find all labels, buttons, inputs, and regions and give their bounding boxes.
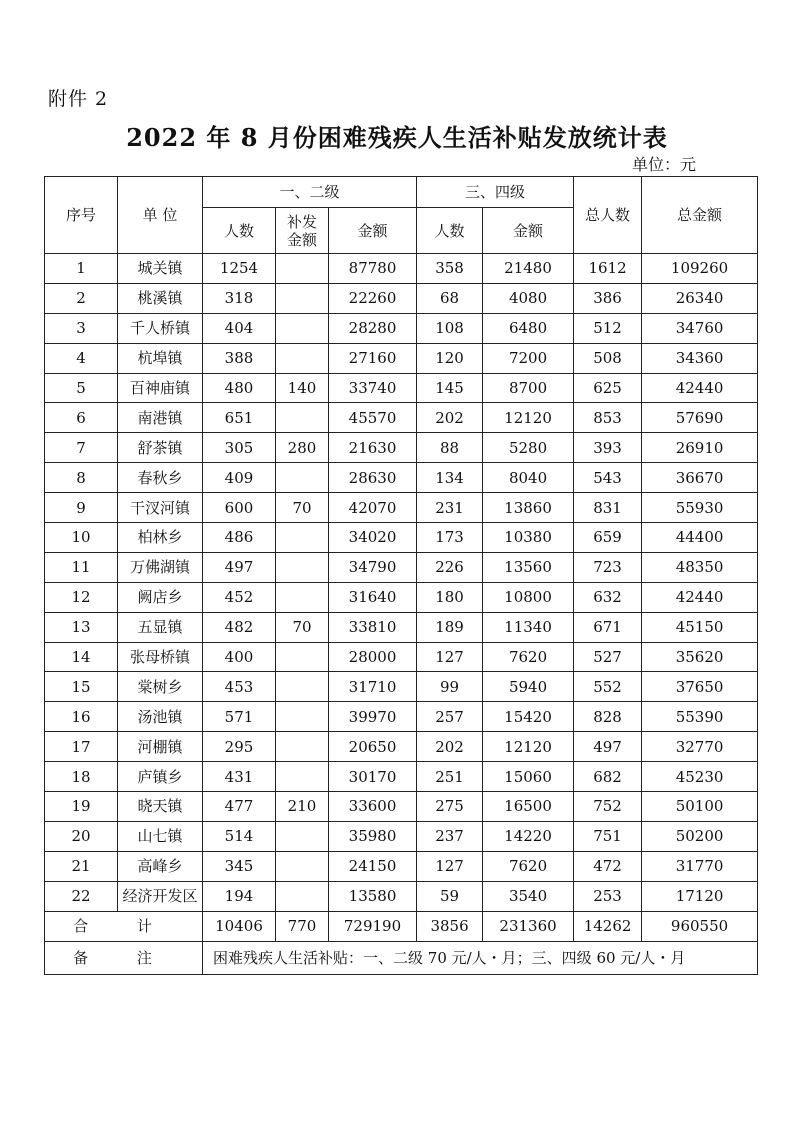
total-people: 14262 bbox=[574, 911, 642, 941]
cell-amount-12: 42070 bbox=[329, 493, 417, 523]
cell-seq: 21 bbox=[45, 851, 118, 881]
cell-supplement bbox=[276, 283, 329, 313]
table-row bbox=[45, 493, 758, 523]
header-amount-12: 金额 bbox=[329, 208, 417, 254]
cell-supplement bbox=[276, 732, 329, 762]
cell-total-amount: 50100 bbox=[642, 792, 758, 822]
cell-amount-34: 7620 bbox=[483, 851, 574, 881]
cell-supplement: 70 bbox=[276, 612, 329, 642]
remark-text: 困难残疾人生活补贴：一、二级 70 元/人・月；三、四级 60 元/人・月 bbox=[203, 941, 758, 974]
header-amount-34: 金额 bbox=[483, 208, 574, 254]
table-row bbox=[45, 433, 758, 463]
unit-label: 单位：元 bbox=[631, 155, 696, 174]
cell-unit-name: 山七镇 bbox=[118, 821, 203, 851]
cell-total-amount: 35620 bbox=[642, 642, 758, 672]
cell-supplement bbox=[276, 313, 329, 343]
cell-seq: 16 bbox=[45, 702, 118, 732]
cell-people-12: 600 bbox=[203, 493, 276, 523]
cell-total-amount: 34360 bbox=[642, 343, 758, 373]
cell-unit-name: 庐镇乡 bbox=[118, 762, 203, 792]
cell-unit-name: 汤池镇 bbox=[118, 702, 203, 732]
cell-total-amount: 109260 bbox=[642, 254, 758, 284]
cell-amount-34: 15060 bbox=[483, 762, 574, 792]
cell-seq: 15 bbox=[45, 672, 118, 702]
cell-total-people: 828 bbox=[574, 702, 642, 732]
cell-amount-12: 21630 bbox=[329, 433, 417, 463]
cell-amount-12: 39970 bbox=[329, 702, 417, 732]
header-total-people: 总人数 bbox=[574, 177, 642, 254]
cell-amount-34: 15420 bbox=[483, 702, 574, 732]
cell-unit-name: 晓天镇 bbox=[118, 792, 203, 822]
cell-people-12: 409 bbox=[203, 463, 276, 493]
cell-seq: 18 bbox=[45, 762, 118, 792]
cell-amount-34: 7200 bbox=[483, 343, 574, 373]
cell-amount-12: 34020 bbox=[329, 523, 417, 553]
cell-people-12: 482 bbox=[203, 612, 276, 642]
cell-amount-12: 28000 bbox=[329, 642, 417, 672]
table-row bbox=[45, 792, 758, 822]
remark-label: 备 注 bbox=[45, 941, 203, 974]
cell-people-12: 1254 bbox=[203, 254, 276, 284]
cell-seq: 3 bbox=[45, 313, 118, 343]
table-row bbox=[45, 582, 758, 612]
cell-supplement bbox=[276, 463, 329, 493]
cell-seq: 8 bbox=[45, 463, 118, 493]
total-supplement: 770 bbox=[276, 911, 329, 941]
table-row bbox=[45, 463, 758, 493]
cell-people-34: 99 bbox=[417, 672, 483, 702]
cell-total-people: 682 bbox=[574, 762, 642, 792]
cell-people-34: 108 bbox=[417, 313, 483, 343]
cell-unit-name: 百神庙镇 bbox=[118, 373, 203, 403]
document-title: 2022 年 8 月份困难残疾人生活补贴发放统计表 bbox=[126, 123, 668, 152]
cell-total-amount: 36670 bbox=[642, 463, 758, 493]
cell-amount-34: 4080 bbox=[483, 283, 574, 313]
cell-people-34: 134 bbox=[417, 463, 483, 493]
cell-amount-34: 8700 bbox=[483, 373, 574, 403]
cell-unit-name: 舒茶镇 bbox=[118, 433, 203, 463]
cell-people-12: 318 bbox=[203, 283, 276, 313]
cell-people-34: 88 bbox=[417, 433, 483, 463]
cell-supplement bbox=[276, 672, 329, 702]
cell-people-34: 127 bbox=[417, 642, 483, 672]
cell-seq: 6 bbox=[45, 403, 118, 433]
table-row bbox=[45, 881, 758, 911]
cell-supplement: 210 bbox=[276, 792, 329, 822]
cell-seq: 1 bbox=[45, 254, 118, 284]
cell-total-amount: 45230 bbox=[642, 762, 758, 792]
cell-supplement bbox=[276, 851, 329, 881]
cell-total-amount: 48350 bbox=[642, 552, 758, 582]
cell-seq: 17 bbox=[45, 732, 118, 762]
cell-people-12: 571 bbox=[203, 702, 276, 732]
cell-unit-name: 高峰乡 bbox=[118, 851, 203, 881]
table-row bbox=[45, 523, 758, 553]
table-row bbox=[45, 732, 758, 762]
cell-people-12: 194 bbox=[203, 881, 276, 911]
cell-seq: 11 bbox=[45, 552, 118, 582]
cell-people-34: 127 bbox=[417, 851, 483, 881]
cell-total-amount: 57690 bbox=[642, 403, 758, 433]
cell-people-34: 257 bbox=[417, 702, 483, 732]
cell-people-12: 400 bbox=[203, 642, 276, 672]
cell-people-34: 59 bbox=[417, 881, 483, 911]
cell-amount-12: 22260 bbox=[329, 283, 417, 313]
cell-people-34: 275 bbox=[417, 792, 483, 822]
cell-people-34: 173 bbox=[417, 523, 483, 553]
header-grade34: 三、四级 bbox=[417, 177, 574, 208]
cell-people-34: 202 bbox=[417, 403, 483, 433]
cell-people-12: 480 bbox=[203, 373, 276, 403]
cell-total-amount: 26340 bbox=[642, 283, 758, 313]
cell-people-34: 237 bbox=[417, 821, 483, 851]
cell-unit-name: 干汊河镇 bbox=[118, 493, 203, 523]
remark-row bbox=[45, 941, 758, 974]
cell-amount-12: 20650 bbox=[329, 732, 417, 762]
cell-supplement bbox=[276, 702, 329, 732]
cell-seq: 14 bbox=[45, 642, 118, 672]
header-grade12: 一、二级 bbox=[203, 177, 417, 208]
cell-amount-34: 21480 bbox=[483, 254, 574, 284]
cell-total-amount: 31770 bbox=[642, 851, 758, 881]
cell-seq: 20 bbox=[45, 821, 118, 851]
cell-supplement bbox=[276, 821, 329, 851]
cell-total-people: 512 bbox=[574, 313, 642, 343]
cell-people-34: 231 bbox=[417, 493, 483, 523]
cell-unit-name: 城关镇 bbox=[118, 254, 203, 284]
table-row bbox=[45, 821, 758, 851]
cell-unit-name: 桃溪镇 bbox=[118, 283, 203, 313]
table-row bbox=[45, 702, 758, 732]
cell-people-34: 202 bbox=[417, 732, 483, 762]
table-row bbox=[45, 642, 758, 672]
cell-amount-34: 12120 bbox=[483, 403, 574, 433]
cell-total-amount: 45150 bbox=[642, 612, 758, 642]
cell-people-34: 180 bbox=[417, 582, 483, 612]
cell-people-12: 295 bbox=[203, 732, 276, 762]
cell-people-34: 226 bbox=[417, 552, 483, 582]
cell-total-amount: 55930 bbox=[642, 493, 758, 523]
cell-unit-name: 棠树乡 bbox=[118, 672, 203, 702]
cell-unit-name: 五显镇 bbox=[118, 612, 203, 642]
cell-supplement bbox=[276, 642, 329, 672]
table-row bbox=[45, 612, 758, 642]
cell-unit-name: 张母桥镇 bbox=[118, 642, 203, 672]
cell-seq: 5 bbox=[45, 373, 118, 403]
cell-unit-name: 杭埠镇 bbox=[118, 343, 203, 373]
cell-amount-12: 13580 bbox=[329, 881, 417, 911]
table-row bbox=[45, 851, 758, 881]
cell-people-12: 345 bbox=[203, 851, 276, 881]
cell-people-12: 404 bbox=[203, 313, 276, 343]
total-row bbox=[45, 911, 758, 941]
total-label: 合 计 bbox=[45, 911, 203, 941]
cell-supplement: 140 bbox=[276, 373, 329, 403]
cell-amount-34: 8040 bbox=[483, 463, 574, 493]
cell-amount-34: 6480 bbox=[483, 313, 574, 343]
cell-total-amount: 42440 bbox=[642, 582, 758, 612]
cell-people-34: 358 bbox=[417, 254, 483, 284]
cell-total-people: 751 bbox=[574, 821, 642, 851]
cell-amount-12: 30170 bbox=[329, 762, 417, 792]
subsidy-table bbox=[44, 176, 758, 975]
cell-amount-34: 14220 bbox=[483, 821, 574, 851]
cell-total-people: 508 bbox=[574, 343, 642, 373]
header-people-12: 人数 bbox=[203, 208, 276, 254]
cell-supplement bbox=[276, 881, 329, 911]
cell-people-12: 453 bbox=[203, 672, 276, 702]
table-row bbox=[45, 254, 758, 284]
cell-supplement bbox=[276, 523, 329, 553]
cell-supplement bbox=[276, 343, 329, 373]
cell-total-people: 723 bbox=[574, 552, 642, 582]
cell-amount-34: 13560 bbox=[483, 552, 574, 582]
cell-total-people: 386 bbox=[574, 283, 642, 313]
cell-people-12: 497 bbox=[203, 552, 276, 582]
cell-amount-12: 33810 bbox=[329, 612, 417, 642]
cell-amount-12: 35980 bbox=[329, 821, 417, 851]
cell-amount-12: 33740 bbox=[329, 373, 417, 403]
cell-seq: 4 bbox=[45, 343, 118, 373]
table-row bbox=[45, 762, 758, 792]
cell-total-people: 543 bbox=[574, 463, 642, 493]
cell-supplement bbox=[276, 582, 329, 612]
cell-total-people: 1612 bbox=[574, 254, 642, 284]
cell-total-people: 752 bbox=[574, 792, 642, 822]
cell-people-34: 251 bbox=[417, 762, 483, 792]
cell-people-34: 68 bbox=[417, 283, 483, 313]
cell-seq: 7 bbox=[45, 433, 118, 463]
cell-total-people: 253 bbox=[574, 881, 642, 911]
cell-people-12: 305 bbox=[203, 433, 276, 463]
cell-total-people: 472 bbox=[574, 851, 642, 881]
cell-total-amount: 42440 bbox=[642, 373, 758, 403]
cell-supplement bbox=[276, 403, 329, 433]
cell-seq: 13 bbox=[45, 612, 118, 642]
cell-total-people: 625 bbox=[574, 373, 642, 403]
cell-total-amount: 26910 bbox=[642, 433, 758, 463]
cell-amount-12: 31640 bbox=[329, 582, 417, 612]
cell-unit-name: 万佛湖镇 bbox=[118, 552, 203, 582]
total-amount-12: 729190 bbox=[329, 911, 417, 941]
header-supplement: 补发金额 bbox=[276, 208, 329, 254]
cell-total-people: 671 bbox=[574, 612, 642, 642]
cell-amount-34: 13860 bbox=[483, 493, 574, 523]
cell-supplement bbox=[276, 762, 329, 792]
cell-people-34: 145 bbox=[417, 373, 483, 403]
cell-total-amount: 32770 bbox=[642, 732, 758, 762]
cell-amount-12: 31710 bbox=[329, 672, 417, 702]
total-people-34: 3856 bbox=[417, 911, 483, 941]
header-seq: 序号 bbox=[45, 177, 118, 254]
total-people-12: 10406 bbox=[203, 911, 276, 941]
cell-seq: 2 bbox=[45, 283, 118, 313]
cell-total-amount: 37650 bbox=[642, 672, 758, 702]
cell-people-34: 189 bbox=[417, 612, 483, 642]
cell-total-people: 393 bbox=[574, 433, 642, 463]
cell-supplement bbox=[276, 254, 329, 284]
cell-people-12: 486 bbox=[203, 523, 276, 553]
cell-people-34: 120 bbox=[417, 343, 483, 373]
cell-amount-12: 45570 bbox=[329, 403, 417, 433]
cell-supplement: 70 bbox=[276, 493, 329, 523]
cell-total-people: 853 bbox=[574, 403, 642, 433]
cell-people-12: 651 bbox=[203, 403, 276, 433]
cell-amount-12: 28280 bbox=[329, 313, 417, 343]
cell-amount-34: 5280 bbox=[483, 433, 574, 463]
cell-total-amount: 55390 bbox=[642, 702, 758, 732]
cell-people-12: 477 bbox=[203, 792, 276, 822]
cell-amount-12: 34790 bbox=[329, 552, 417, 582]
cell-amount-12: 24150 bbox=[329, 851, 417, 881]
attachment-label: 附件 2 bbox=[48, 88, 109, 110]
cell-seq: 9 bbox=[45, 493, 118, 523]
cell-amount-34: 7620 bbox=[483, 642, 574, 672]
cell-seq: 10 bbox=[45, 523, 118, 553]
cell-total-amount: 34760 bbox=[642, 313, 758, 343]
cell-people-12: 452 bbox=[203, 582, 276, 612]
cell-total-people: 659 bbox=[574, 523, 642, 553]
cell-amount-34: 16500 bbox=[483, 792, 574, 822]
cell-total-people: 632 bbox=[574, 582, 642, 612]
cell-amount-12: 27160 bbox=[329, 343, 417, 373]
cell-unit-name: 经济开发区 bbox=[118, 881, 203, 911]
cell-people-12: 388 bbox=[203, 343, 276, 373]
total-amount-34: 231360 bbox=[483, 911, 574, 941]
cell-total-people: 497 bbox=[574, 732, 642, 762]
table-row bbox=[45, 672, 758, 702]
cell-total-amount: 44400 bbox=[642, 523, 758, 553]
cell-supplement bbox=[276, 552, 329, 582]
cell-total-people: 552 bbox=[574, 672, 642, 702]
total-amount: 960550 bbox=[642, 911, 758, 941]
cell-amount-34: 5940 bbox=[483, 672, 574, 702]
cell-unit-name: 千人桥镇 bbox=[118, 313, 203, 343]
cell-amount-34: 3540 bbox=[483, 881, 574, 911]
cell-unit-name: 柏林乡 bbox=[118, 523, 203, 553]
table-row bbox=[45, 373, 758, 403]
cell-total-people: 831 bbox=[574, 493, 642, 523]
cell-amount-34: 10800 bbox=[483, 582, 574, 612]
table-row bbox=[45, 313, 758, 343]
cell-supplement: 280 bbox=[276, 433, 329, 463]
cell-amount-34: 11340 bbox=[483, 612, 574, 642]
table-row bbox=[45, 552, 758, 582]
cell-total-amount: 17120 bbox=[642, 881, 758, 911]
cell-amount-34: 12120 bbox=[483, 732, 574, 762]
table-row bbox=[45, 403, 758, 433]
cell-unit-name: 阙店乡 bbox=[118, 582, 203, 612]
cell-seq: 19 bbox=[45, 792, 118, 822]
cell-people-12: 431 bbox=[203, 762, 276, 792]
cell-total-amount: 50200 bbox=[642, 821, 758, 851]
cell-unit-name: 南港镇 bbox=[118, 403, 203, 433]
cell-seq: 12 bbox=[45, 582, 118, 612]
header-unit: 单 位 bbox=[118, 177, 203, 254]
cell-total-people: 527 bbox=[574, 642, 642, 672]
cell-unit-name: 春秋乡 bbox=[118, 463, 203, 493]
cell-amount-12: 28630 bbox=[329, 463, 417, 493]
cell-people-12: 514 bbox=[203, 821, 276, 851]
table-row bbox=[45, 283, 758, 313]
cell-amount-12: 33600 bbox=[329, 792, 417, 822]
header-total-amount: 总金额 bbox=[642, 177, 758, 254]
cell-unit-name: 河棚镇 bbox=[118, 732, 203, 762]
table-row bbox=[45, 343, 758, 373]
cell-seq: 22 bbox=[45, 881, 118, 911]
cell-amount-34: 10380 bbox=[483, 523, 574, 553]
header-people-34: 人数 bbox=[417, 208, 483, 254]
cell-amount-12: 87780 bbox=[329, 254, 417, 284]
